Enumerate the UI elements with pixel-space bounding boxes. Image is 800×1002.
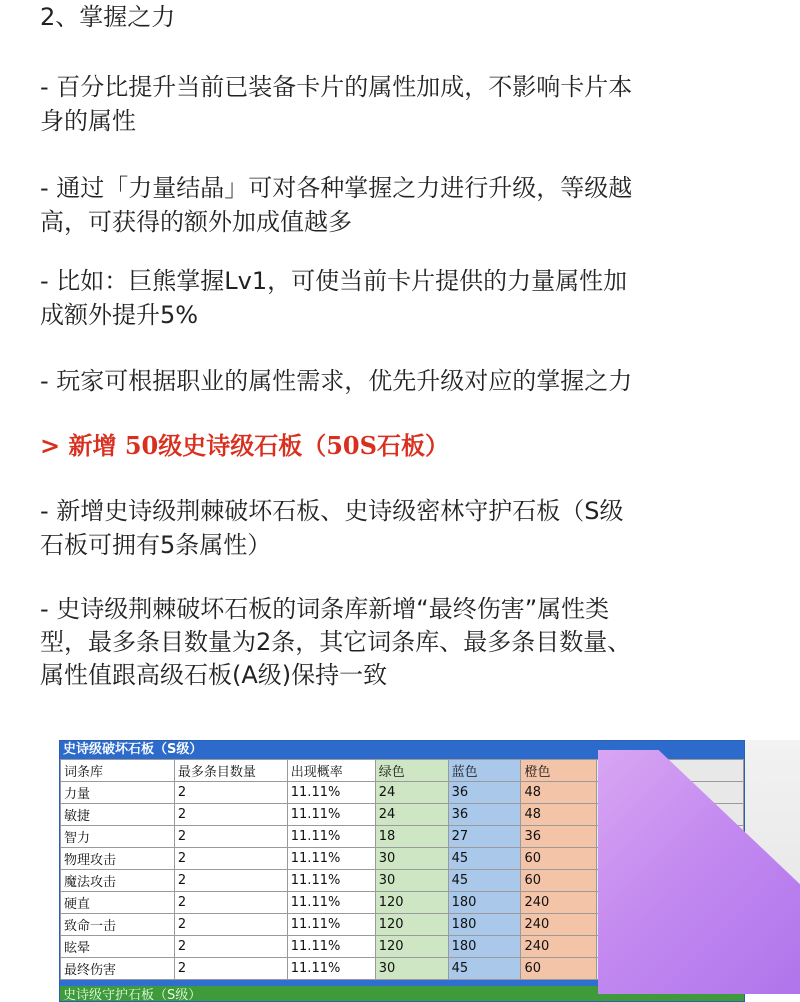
table-cell: 18: [375, 826, 448, 848]
table-header-cell: 最多条目数量: [174, 760, 287, 782]
paragraph-3-line-1: - 比如：巨熊掌握Lv1，可使当前卡片提供的力量属性加: [40, 267, 628, 295]
table-cell: 120: [375, 936, 448, 958]
table-cell: 最终伤害: [61, 958, 175, 980]
table-cell: 45: [448, 848, 521, 870]
table-cell: 27: [448, 826, 521, 848]
table-cell: 2: [174, 848, 287, 870]
table-cell: 45: [448, 958, 521, 980]
table-cell: 60: [521, 958, 597, 980]
table-cell: 2: [174, 892, 287, 914]
paragraph-3-line-2: 成额外提升5%: [40, 301, 199, 329]
table-cell: 2: [174, 804, 287, 826]
highlight-heading: > 新增 50级史诗级石板（50S石板）: [40, 431, 449, 460]
table-cell: 致命一击: [61, 914, 175, 936]
table-cell: 2: [174, 914, 287, 936]
table-header-cell: 蓝色: [448, 760, 521, 782]
table-cell: 120: [375, 892, 448, 914]
table-cell: 11.11%: [287, 892, 375, 914]
next-table-title: 史诗级守护石板（S级）: [60, 986, 745, 1002]
paragraph-1-line-2: 身的属性: [40, 107, 136, 135]
paragraph-2-line-1: - 通过「力量结晶」可对各种掌握之力进行升级，等级越: [40, 174, 633, 202]
section-heading: 2、掌握之力: [40, 3, 176, 31]
table-cell: 11.11%: [287, 914, 375, 936]
table-cell: 36: [448, 804, 521, 826]
paragraph-2-line-2: 高，可获得的额外加成值越多: [40, 208, 352, 236]
table-header-cell: 绿色: [375, 760, 448, 782]
table-cell: 240: [521, 936, 597, 958]
paragraph-5-line-1: - 新增史诗级荆棘破坏石板、史诗级密林守护石板（S级: [40, 497, 624, 525]
table-cell: 36: [448, 782, 521, 804]
table-cell: 2: [174, 782, 287, 804]
table-header-cell: 词条库: [61, 760, 175, 782]
table-cell: 30: [375, 870, 448, 892]
table-cell: 30: [375, 958, 448, 980]
table-cell: 180: [448, 914, 521, 936]
table-cell: 魔法攻击: [61, 870, 175, 892]
table-cell: 11.11%: [287, 826, 375, 848]
table-cell: 力量: [61, 782, 175, 804]
table-cell: 11.11%: [287, 782, 375, 804]
table-cell: 180: [448, 936, 521, 958]
table-cell: 2: [174, 936, 287, 958]
table-cell: 48: [521, 782, 597, 804]
table-cell: 24: [375, 804, 448, 826]
table-title: 史诗级破坏石板（S级）: [60, 741, 745, 759]
table-cell: 36: [521, 826, 597, 848]
table-cell: 眩晕: [61, 936, 175, 958]
paragraph-6-line-3: 属性值跟高级石板(A级)保持一致: [40, 661, 388, 689]
table-cell: 180: [448, 892, 521, 914]
table-cell: 2: [174, 870, 287, 892]
paragraph-1-line-1: - 百分比提升当前已装备卡片的属性加成，不影响卡片本: [40, 73, 633, 101]
table-cell: 60: [521, 848, 597, 870]
table-header-cell: 出现概率: [287, 760, 375, 782]
table-cell: 11.11%: [287, 848, 375, 870]
table-cell: 11.11%: [287, 958, 375, 980]
table-cell: 11.11%: [287, 936, 375, 958]
table-cell: 240: [521, 914, 597, 936]
table-cell: 24: [375, 782, 448, 804]
paragraph-4-line-1: - 玩家可根据职业的属性需求，优先升级对应的掌握之力: [40, 367, 633, 395]
paragraph-5-line-2: 石板可拥有5条属性）: [40, 531, 272, 559]
table-cell: 11.11%: [287, 804, 375, 826]
table-cell: 120: [375, 914, 448, 936]
paragraph-6-line-1: - 史诗级荆棘破坏石板的词条库新增“最终伤害”属性类: [40, 595, 610, 623]
paragraph-6-line-2: 型，最多条目数量为2条，其它词条库、最多条目数量、: [40, 628, 632, 656]
table-cell: 2: [174, 958, 287, 980]
table-cell: 45: [448, 870, 521, 892]
table-cell: 物理攻击: [61, 848, 175, 870]
table-cell: 2: [174, 826, 287, 848]
table-cell: 11.11%: [287, 870, 375, 892]
table-cell: 硬直: [61, 892, 175, 914]
table-cell: 60: [521, 870, 597, 892]
table-cell: 敏捷: [61, 804, 175, 826]
table-cell: 智力: [61, 826, 175, 848]
table-cell: 48: [521, 804, 597, 826]
table-cell: 30: [375, 848, 448, 870]
table-header-cell: 橙色: [521, 760, 597, 782]
table-cell: 240: [521, 892, 597, 914]
